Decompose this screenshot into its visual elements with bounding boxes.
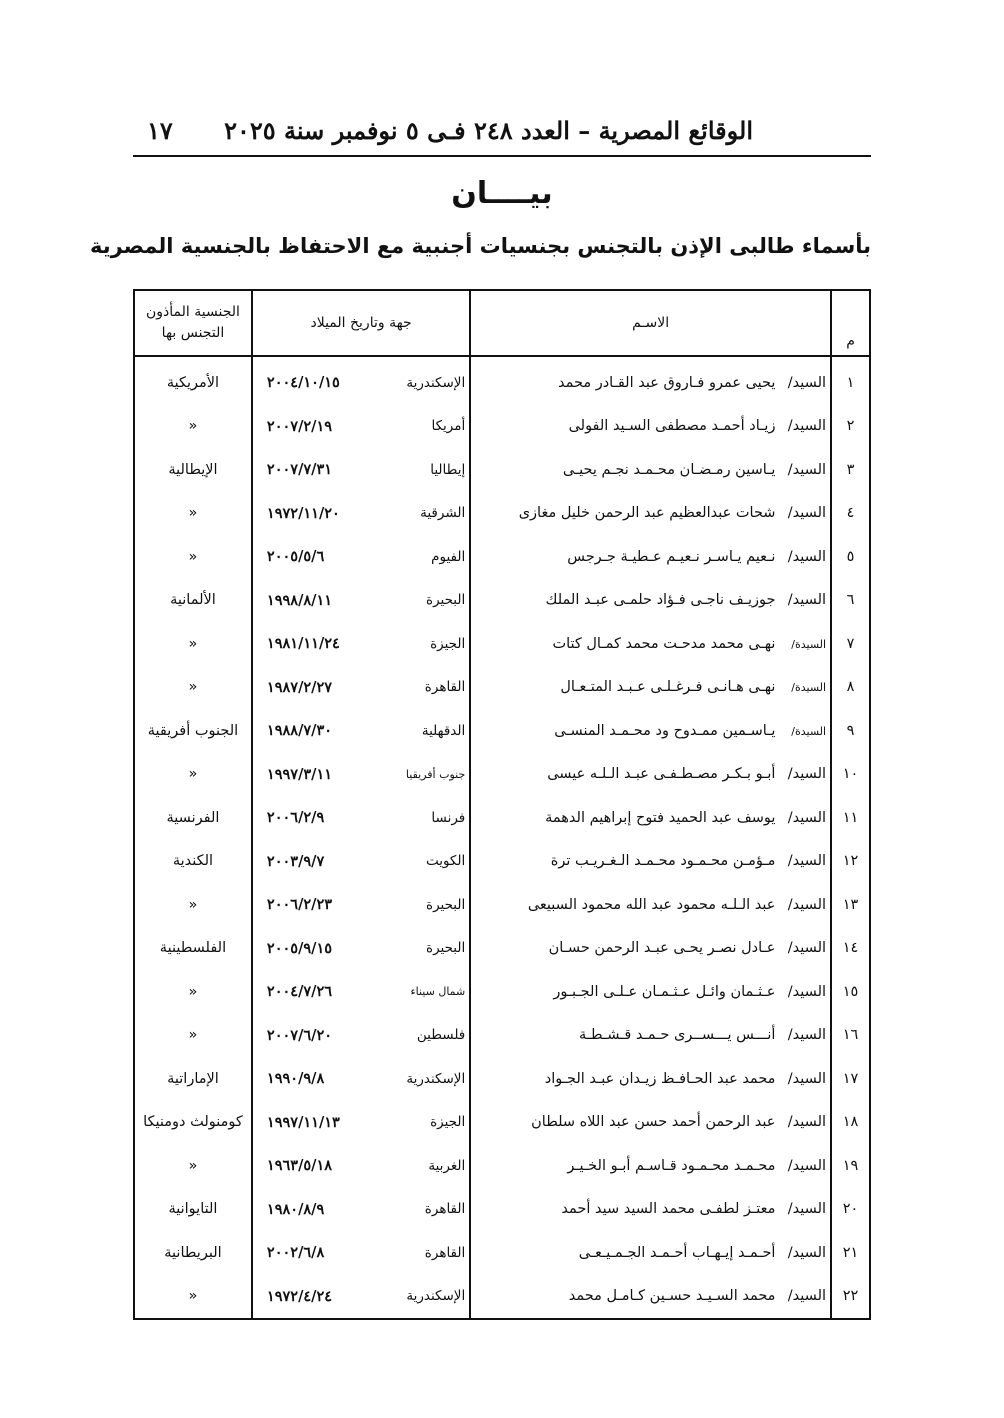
honorific: السيد/ <box>787 548 827 565</box>
birth-cell <box>252 579 470 623</box>
honorific: السيد/ <box>787 461 827 478</box>
birth-place: شمال سيناء <box>410 985 466 999</box>
applicant-name: شحات عبدالعظيم عبد الرحمن خليل مغازى <box>518 505 776 522</box>
row-number: ١٢ <box>831 840 870 884</box>
gazette-title: الوقائع المصرية – العدد ٢٤٨ فـى ٥ نوفمبر سنة ٢٠٢٥ <box>224 116 753 145</box>
row-number: ١٣ <box>831 883 870 927</box>
birth-date: ٢٠٠٤/١٠/١٥ <box>266 374 340 392</box>
birth-place: الدقهلية <box>421 722 466 739</box>
nationality-cell: « <box>134 970 252 1014</box>
applicant-name-cell <box>470 535 831 579</box>
table-header-row <box>134 290 870 356</box>
birth-date: ٢٠٠٦/٢/٩ <box>266 809 325 827</box>
birth-cell <box>252 883 470 927</box>
table-row <box>134 840 870 884</box>
birth-place: الإسكندرية <box>406 1288 466 1305</box>
nationality-cell: « <box>134 666 252 710</box>
honorific: السيدة/ <box>791 681 827 695</box>
applicant-name: يـاسين رمـضـان محـمـد نجـم يحيـى <box>562 461 776 478</box>
honorific: السيد/ <box>787 1201 827 1218</box>
nationality-cell: الإماراتية <box>134 1057 252 1101</box>
applicant-name-cell <box>470 1014 831 1058</box>
birth-cell <box>252 492 470 536</box>
applicant-name: نـعيم يـاسـر نـعيـم عـطيـة جـرجس <box>567 548 776 565</box>
applicant-name-cell <box>470 492 831 536</box>
birth-place: إيطاليا <box>430 461 466 478</box>
birth-date: ١٩٨٧/٢/٢٧ <box>266 678 333 696</box>
applicant-name-cell <box>470 448 831 492</box>
birth-date: ١٩٧٢/٤/٢٤ <box>266 1287 333 1305</box>
honorific: السيد/ <box>787 505 827 522</box>
birth-cell <box>252 1275 470 1320</box>
applicant-name-cell <box>470 840 831 884</box>
row-number: ٩ <box>831 709 870 753</box>
nationality-cell: كومنولث دومنيكا <box>134 1101 252 1145</box>
applicant-name: عـثـمان وائـل عـثـمـان عـلـى الجـبـور <box>553 983 776 1000</box>
table-row <box>134 970 870 1014</box>
table-row <box>134 535 870 579</box>
honorific: السيد/ <box>787 809 827 826</box>
row-number: ٣ <box>831 448 870 492</box>
nationality-cell: « <box>134 1275 252 1320</box>
applicant-name: عبد الرحمن أحمد حسن عبد اللاه سلطان <box>531 1114 776 1131</box>
birth-cell <box>252 622 470 666</box>
column-header-nationality <box>134 290 252 356</box>
row-number: ٥ <box>831 535 870 579</box>
birth-cell <box>252 535 470 579</box>
honorific: السيد/ <box>787 1288 827 1305</box>
applicant-name: يـاسـمين ممـدوح ود محـمـد المنسـى <box>554 722 776 739</box>
birth-date: ١٩٩٧/٣/١١ <box>266 765 333 783</box>
birth-place: الجيزة <box>430 635 466 652</box>
birth-cell <box>252 709 470 753</box>
page-header <box>133 112 871 160</box>
honorific: السيد/ <box>787 418 827 435</box>
applicant-name-cell <box>470 883 831 927</box>
row-number: ٦ <box>831 579 870 623</box>
birth-place: الغربية <box>428 1157 466 1174</box>
birth-date: ١٩٦٣/٥/١٨ <box>266 1157 333 1175</box>
table-row <box>134 709 870 753</box>
row-number: ١١ <box>831 796 870 840</box>
table-row <box>134 356 870 405</box>
birth-cell <box>252 970 470 1014</box>
birth-date: ١٩٨١/١١/٢٤ <box>266 635 340 653</box>
nationality-cell: التايوانية <box>134 1188 252 1232</box>
birth-date: ١٩٩٧/١١/١٣ <box>266 1113 340 1131</box>
birth-cell <box>252 753 470 797</box>
applicant-name: أنـــس يـــســرى حـمـد قـشـطـة <box>579 1027 776 1044</box>
honorific: السيد/ <box>787 1027 827 1044</box>
page-number: ١٧ <box>147 116 173 145</box>
applicant-name: محـمـد محـمـود قـاسـم أبـو الخـيـر <box>567 1157 776 1174</box>
nationality-cell: الألمانية <box>134 579 252 623</box>
table-row <box>134 883 870 927</box>
applicant-name: نهـى محمد مدحـت محمد كمـال كتات <box>552 635 776 652</box>
applicant-name: محمد عبد الحـافـظ زيـدان عبـد الجـواد <box>544 1070 776 1087</box>
birth-date: ٢٠٠٢/٦/٨ <box>266 1244 325 1262</box>
birth-place: القاهرة <box>424 1244 466 1261</box>
nationality-cell: « <box>134 492 252 536</box>
honorific: السيد/ <box>787 592 827 609</box>
row-number: ١٨ <box>831 1101 870 1145</box>
applicant-name: أبـو بـكـر مصـطـفـى عبـد الـلـه عيسى <box>547 766 776 783</box>
birth-cell <box>252 796 470 840</box>
birth-date: ٢٠٠٧/٢/١٩ <box>266 417 333 435</box>
birth-place: فرنسا <box>431 809 466 826</box>
nationality-cell: « <box>134 1014 252 1058</box>
nationality-cell: « <box>134 1144 252 1188</box>
birth-place: الفيوم <box>431 548 466 565</box>
birth-date: ٢٠٠٦/٢/٢٣ <box>266 896 333 914</box>
honorific: السيد/ <box>787 983 827 1000</box>
document-subheading: بأسماء طالبى الإذن بالتجنس بجنسيات أجنبية مع الاحتفاظ بالجنسية المصرية <box>89 234 871 258</box>
birth-date: ١٩٨٠/٨/٩ <box>266 1200 325 1218</box>
table-row <box>134 579 870 623</box>
birth-date: ١٩٧٢/١١/٢٠ <box>266 504 340 522</box>
row-number: ١٧ <box>831 1057 870 1101</box>
applicant-name-cell <box>470 405 831 449</box>
applicant-name-cell <box>470 622 831 666</box>
honorific: السيد/ <box>787 1157 827 1174</box>
applicant-name: مـؤمـن محـمـود محـمـد الـغـريـب ترة <box>550 853 776 870</box>
birth-place: الشرقية <box>420 505 466 522</box>
table-row <box>134 622 870 666</box>
applicant-name-cell <box>470 1101 831 1145</box>
applicant-name-cell <box>470 796 831 840</box>
birth-date: ١٩٨٨/٧/٣٠ <box>266 722 333 740</box>
honorific: السيد/ <box>787 1114 827 1131</box>
birth-date: ٢٠٠٥/٥/٦ <box>266 548 325 566</box>
row-number: ٨ <box>831 666 870 710</box>
column-header-no: م <box>831 290 870 356</box>
honorific: السيد/ <box>787 853 827 870</box>
applicant-name: محمد السـيـد حسـين كـامـل محمد <box>568 1288 776 1305</box>
table-row <box>134 492 870 536</box>
table-row <box>134 796 870 840</box>
birth-cell <box>252 840 470 884</box>
table-row <box>134 1188 870 1232</box>
applicant-name-cell <box>470 927 831 971</box>
applicant-name-cell <box>470 709 831 753</box>
applicant-name: جوزيـف ناجـى فـؤاد حلمـى عبـد الملك <box>545 592 776 609</box>
honorific: السيد/ <box>787 766 827 783</box>
birth-date: ١٩٩٨/٨/١١ <box>266 591 333 609</box>
applicant-name-cell <box>470 1057 831 1101</box>
applicant-name-cell <box>470 579 831 623</box>
birth-cell <box>252 1144 470 1188</box>
birth-place: البحيرة <box>426 940 466 957</box>
nationality-cell: « <box>134 883 252 927</box>
row-number: ١٩ <box>831 1144 870 1188</box>
nationality-cell: الكندية <box>134 840 252 884</box>
row-number: ٤ <box>831 492 870 536</box>
birth-cell <box>252 1231 470 1275</box>
table-row <box>134 753 870 797</box>
applicant-name-cell <box>470 970 831 1014</box>
birth-cell <box>252 356 470 405</box>
nationality-cell: « <box>134 622 252 666</box>
nationality-cell: « <box>134 535 252 579</box>
applicant-name: عـادل نصـر يحـى عبـد الرحمن حسـان <box>548 940 776 957</box>
birth-date: ٢٠٠٤/٧/٢٦ <box>266 983 333 1001</box>
applicant-name-cell <box>470 1231 831 1275</box>
birth-date: ٢٠٠٧/٦/٢٠ <box>266 1026 333 1044</box>
row-number: ١٤ <box>831 927 870 971</box>
birth-date: ٢٠٠٥/٩/١٥ <box>266 939 333 957</box>
birth-place: جنوب أفريقيا <box>405 767 466 781</box>
applicant-name-cell <box>470 753 831 797</box>
applicant-name: معتـز لطفـى محمد السيد سيد أحمد <box>561 1201 776 1218</box>
table-row <box>134 666 870 710</box>
table-row <box>134 1144 870 1188</box>
nationality-cell: « <box>134 405 252 449</box>
applicant-name: يوسف عبد الحميد فتوح إبراهيم الدهمة <box>545 809 776 826</box>
table-row <box>134 1057 870 1101</box>
row-number: ١ <box>831 356 870 405</box>
honorific: السيدة/ <box>791 637 827 651</box>
row-number: ٧ <box>831 622 870 666</box>
nationality-cell: الأمريكية <box>134 356 252 405</box>
birth-cell <box>252 927 470 971</box>
applicant-name-cell <box>470 1275 831 1320</box>
column-header-name: الاسـم <box>470 290 831 356</box>
honorific: السيد/ <box>787 940 827 957</box>
birth-date: ١٩٩٠/٩/٨ <box>266 1070 325 1088</box>
applicant-name: زيـاد أحمـد مصطفى السـيد الفولى <box>568 418 776 435</box>
birth-place: الجيزة <box>430 1114 466 1131</box>
honorific: السيد/ <box>787 1070 827 1087</box>
honorific: السيد/ <box>787 1244 827 1261</box>
nationality-cell: الفلسطينية <box>134 927 252 971</box>
birth-place: الإسكندرية <box>406 374 466 391</box>
row-number: ٢٠ <box>831 1188 870 1232</box>
nationality-cell: البريطانية <box>134 1231 252 1275</box>
table-row <box>134 927 870 971</box>
header-divider <box>133 155 871 157</box>
table-row <box>134 448 870 492</box>
birth-place: القاهرة <box>424 679 466 696</box>
honorific: السيدة/ <box>791 724 827 738</box>
table-row <box>134 405 870 449</box>
nationality-cell: « <box>134 753 252 797</box>
honorific: السيد/ <box>787 896 827 913</box>
birth-place: البحيرة <box>426 592 466 609</box>
applicant-name: نهـى هـانـى فـرغـلـى عـبـد المتـعـال <box>560 679 776 696</box>
row-number: ١٠ <box>831 753 870 797</box>
birth-place: القاهرة <box>424 1201 466 1218</box>
birth-place: فلسطين <box>416 1027 466 1044</box>
nationality-cell: الفرنسية <box>134 796 252 840</box>
table-row <box>134 1101 870 1145</box>
birth-cell <box>252 666 470 710</box>
table-row <box>134 1231 870 1275</box>
table-body <box>134 356 870 1319</box>
table-row <box>134 1014 870 1058</box>
birth-cell <box>252 1014 470 1058</box>
birth-cell <box>252 1057 470 1101</box>
birth-date: ٢٠٠٣/٩/٧ <box>266 852 325 870</box>
nationality-cell: الجنوب أفريقية <box>134 709 252 753</box>
applicant-name: عبد الـلـه محمود عبد الله محمود السبيعى <box>527 896 776 913</box>
birth-place: أمريكا <box>431 418 466 435</box>
row-number: ١٦ <box>831 1014 870 1058</box>
honorific: السيد/ <box>787 374 827 391</box>
nationality-cell: الإيطالية <box>134 448 252 492</box>
row-number: ٢١ <box>831 1231 870 1275</box>
applicant-name-cell <box>470 1188 831 1232</box>
applicants-table <box>133 289 871 1320</box>
column-header-nationality-label: الجنسية المأذون التجنس بها <box>146 304 240 341</box>
row-number: ٢ <box>831 405 870 449</box>
birth-place: البحيرة <box>426 896 466 913</box>
applicant-name-cell <box>470 356 831 405</box>
table-row <box>134 1275 870 1320</box>
applicant-name: أحـمـد إيـهـاب أحـمـد الجـمـيـعـى <box>578 1244 776 1261</box>
row-number: ٢٢ <box>831 1275 870 1320</box>
birth-place: الإسكندرية <box>406 1070 466 1087</box>
birth-date: ٢٠٠٧/٧/٣١ <box>266 461 333 479</box>
applicant-name-cell <box>470 666 831 710</box>
applicant-name-cell <box>470 1144 831 1188</box>
row-number: ١٥ <box>831 970 870 1014</box>
birth-cell <box>252 1101 470 1145</box>
applicant-name: يحيى عمرو فـاروق عبد القـادر محمد <box>557 374 776 391</box>
birth-cell <box>252 448 470 492</box>
column-header-birth: جهة وتاريخ الميلاد <box>252 290 470 356</box>
birth-cell <box>252 1188 470 1232</box>
birth-cell <box>252 405 470 449</box>
birth-place: الكويت <box>425 853 466 870</box>
document-heading: بيــــان <box>451 176 553 211</box>
